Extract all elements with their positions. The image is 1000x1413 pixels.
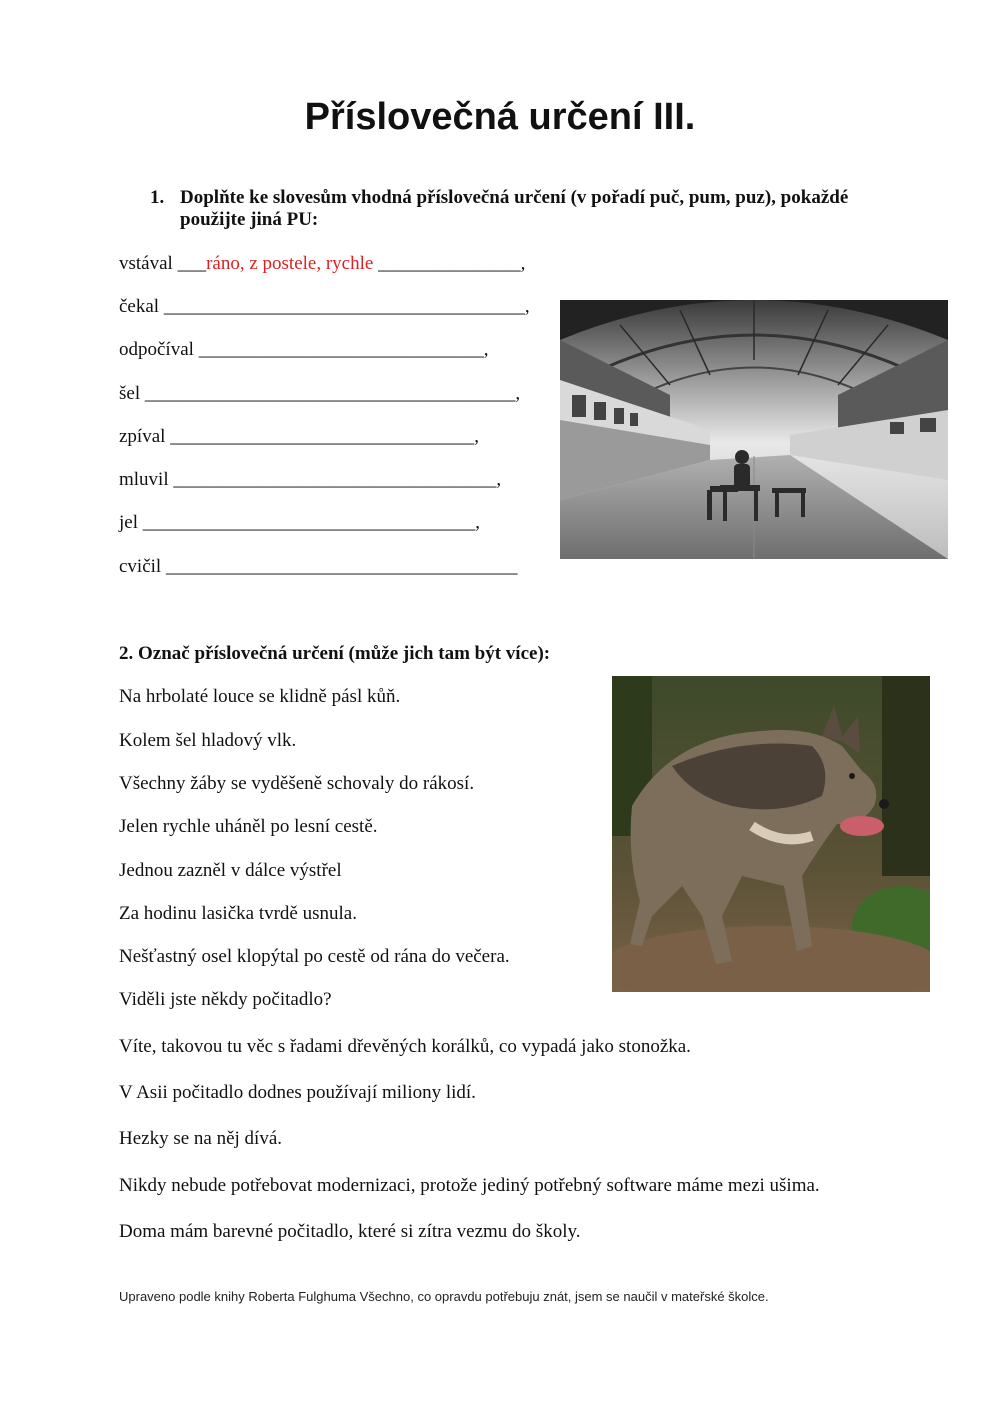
task1-number: 1. [150, 187, 165, 208]
task1-text: Doplňte ke slovesům vhodná příslovečná určení (v pořadí puč, pum, puz), pokaždé použijte jiná PU: [180, 187, 849, 230]
task1-instruction [150, 187, 910, 231]
fill-row [119, 296, 530, 318]
answer-blank[interactable]: ________________________________, [170, 426, 479, 447]
sentence[interactable]: Za hodinu lasička tvrdě usnula. [119, 903, 357, 924]
answer-blank[interactable]: ___________________________________, [142, 512, 480, 533]
answer-blank[interactable]: ______________________________, [198, 339, 489, 360]
verb: zpíval [119, 426, 166, 447]
answer-blank[interactable]: ______________________________________, [163, 296, 530, 317]
verb: vstával [119, 253, 173, 274]
blank-start: ___ [177, 253, 207, 274]
sentence[interactable]: Hezky se na něj dívá. [119, 1128, 283, 1149]
verb: jel [119, 512, 138, 533]
sentence[interactable]: Nešťastný osel klopýtal po cestě od rána do večera. [119, 946, 510, 967]
answer-blank[interactable]: _____________________________________ [165, 556, 518, 577]
sentence[interactable]: Kolem šel hladový vlk. [119, 730, 297, 751]
verb: čekal [119, 296, 160, 317]
sentence[interactable]: Jednou zazněl v dálce výstřel [119, 860, 342, 881]
sentence[interactable]: Na hrbolaté louce se klidně pásl kůň. [119, 686, 401, 707]
filled-answer[interactable]: ráno, z postele, rychle [206, 253, 374, 274]
sentence[interactable]: Doma mám barevné počitadlo, které si zítra vezmu do školy. [119, 1221, 581, 1242]
fill-row [119, 512, 480, 534]
blank-end[interactable]: _______________, [373, 253, 526, 274]
page-title: Příslovečná určení III. [304, 96, 696, 138]
footer-credit: Upraveno podle knihy Roberta Fulghuma Všechno, co opravdu potřebuju znát, jsem se naučil v mateřské školce. [119, 1289, 769, 1304]
sentence[interactable]: Jelen rychle uháněl po lesní cestě. [119, 816, 378, 837]
fill-row [119, 253, 525, 275]
sentence[interactable]: Víte, takovou tu věc s řadami dřevěných korálků, co vypadá jako stonožka. [119, 1036, 691, 1057]
wolf-photo [612, 676, 930, 992]
answer-blank[interactable]: _______________________________________, [144, 383, 521, 404]
sentence[interactable]: Nikdy nebude potřebovat modernizaci, protože jediný potřebný software máme mezi ušima. [119, 1175, 820, 1196]
sentence[interactable]: Viděli jste někdy počitadlo? [119, 989, 332, 1010]
verb: odpočíval [119, 339, 194, 360]
train-station-photo [560, 300, 948, 559]
verb: cvičil [119, 556, 162, 577]
sentence[interactable]: V Asii počitadlo dodnes používají miliony lidí. [119, 1082, 476, 1103]
fill-row [119, 469, 501, 491]
verb: šel [119, 383, 141, 404]
verb: mluvil [119, 469, 169, 490]
fill-row [119, 383, 520, 405]
sentence[interactable]: Všechny žáby se vyděšeně schovaly do rákosí. [119, 773, 475, 794]
answer-blank[interactable]: __________________________________, [173, 469, 502, 490]
task2-heading: 2. Označ příslovečná určení (může jich tam být více): [119, 643, 551, 664]
fill-row [119, 339, 488, 361]
fill-row [119, 426, 479, 448]
fill-row [119, 556, 517, 578]
